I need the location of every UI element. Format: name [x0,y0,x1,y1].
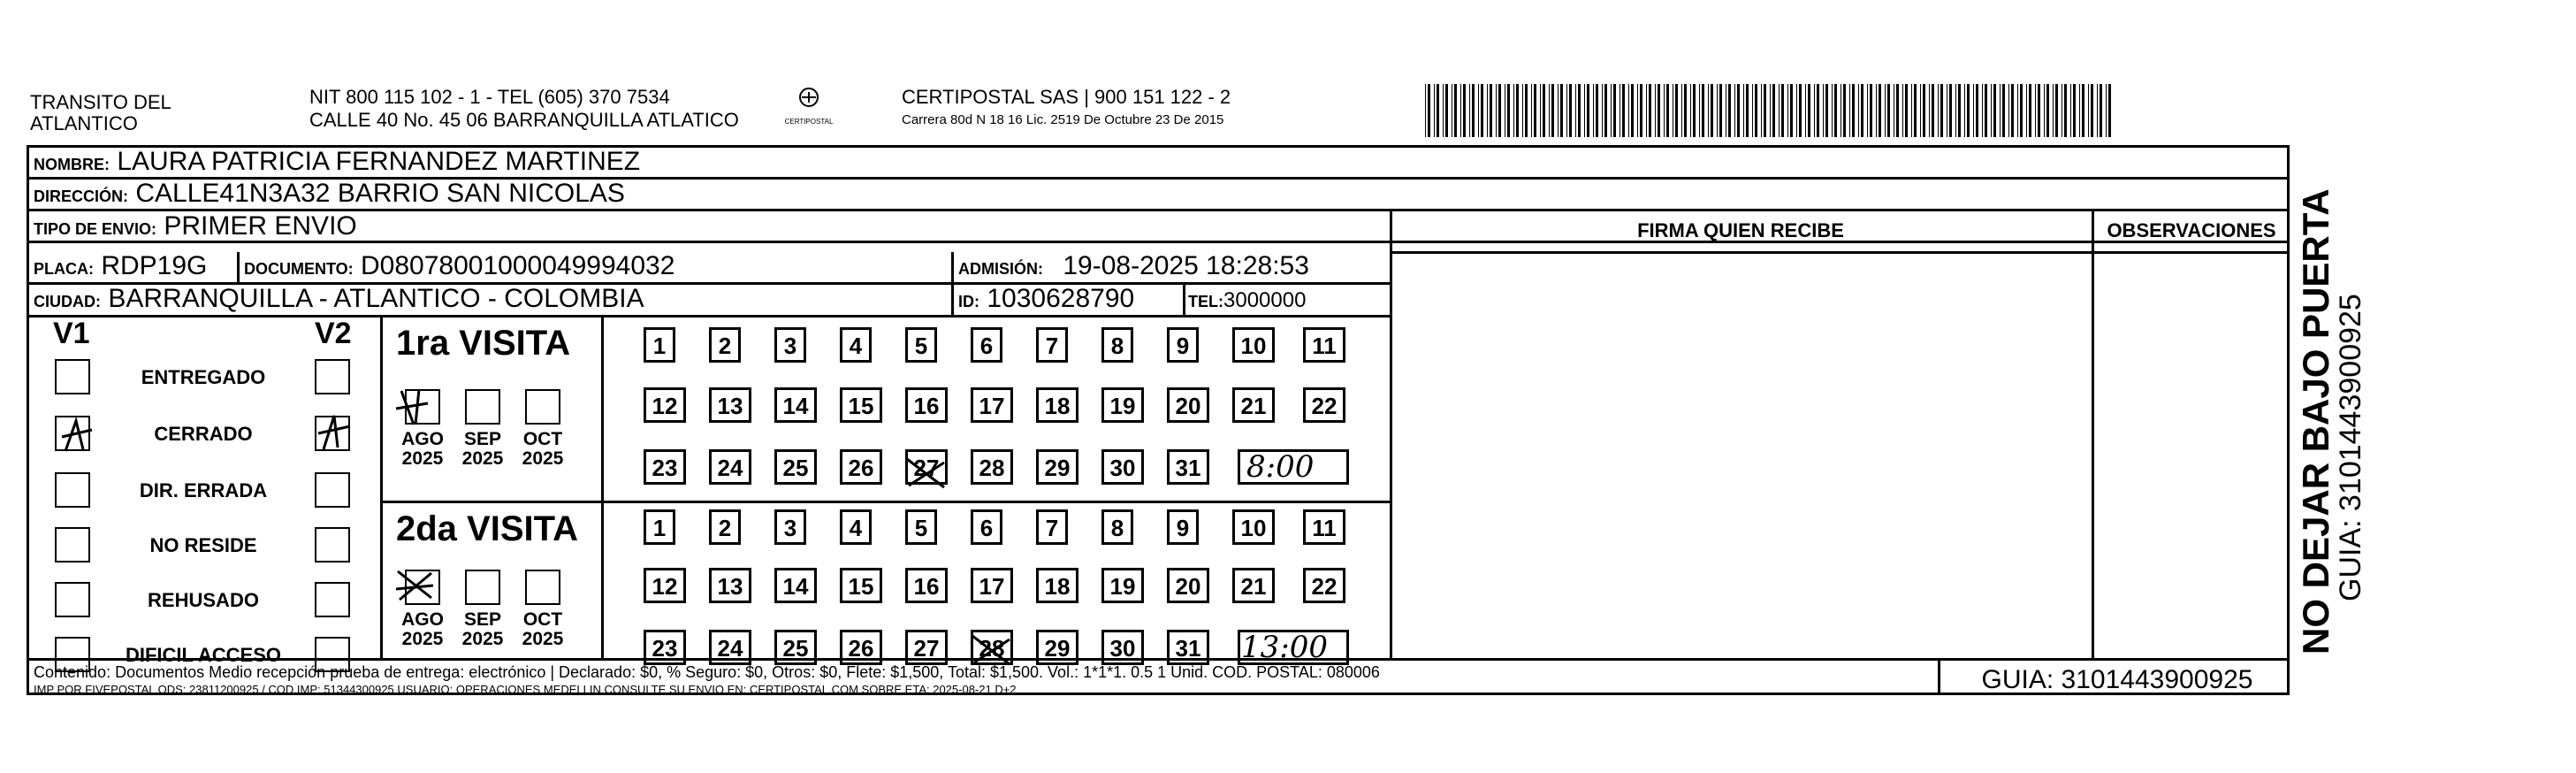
firma-header: FIRMA QUIEN RECIBE [1637,219,1844,241]
barcode-bar [1587,84,1589,137]
status-label: DIFICIL ACCESO [125,644,281,666]
barcode-bar [2002,84,2005,137]
visit2-day-box[interactable]: 23 [644,630,686,665]
barcode-bar [1876,84,1877,137]
visit1-handwritten-time: 8:00 [1246,449,1315,485]
barcode-bar [1602,84,1603,137]
placa-value: RDP19G [101,251,208,280]
barcode-bar [1973,84,1974,137]
tipo-label: TIPO DE ENVIO: [34,220,157,238]
barcode-bar [1490,84,1492,137]
barcode-bar [1843,84,1846,137]
barcode-bar [2106,84,2107,137]
visit1-day-box[interactable]: 2 [709,327,741,363]
barcode-bar [1463,84,1466,137]
month-name: SEP [463,609,502,630]
month-year: 2025 [522,448,564,469]
visit2-month-checkbox[interactable] [465,570,500,605]
visit2-day-box[interactable]: 1 [644,509,675,545]
barcode-bar [1764,84,1766,137]
visit1-day-box[interactable]: 29 [1036,449,1078,485]
barcode [1425,84,2115,137]
visit1-day-box[interactable]: 11 [1303,327,1345,363]
barcode-bar [2055,84,2058,137]
visit2-day-box[interactable]: 16 [905,568,948,603]
barcode-bar [1649,84,1651,137]
tipo-row [34,211,357,244]
barcode-bar [1787,84,1788,137]
barcode-bar [1887,84,1890,137]
barcode-bar [2011,84,2014,137]
barcode-bar [1593,84,1594,137]
barcode-bar [1711,84,1713,137]
visit2-month-checkbox[interactable] [405,570,440,605]
ciudad-row [34,284,644,317]
v2-status-checkbox[interactable] [315,359,350,394]
footer-print-line: IMP POR FIVEPOSTAL ODS: 23811200925 / COD.IMP: 51344300925 USUARIO: OPERACIONES MEDELLIN CONSULTE SU ENVIO EN: CERTIPOSTAL.COM SOBRE ETA: 2025-08-21 D+2 [34,683,1017,696]
barcode-bar [1743,84,1744,137]
barcode-bar [1911,84,1912,137]
barcode-bar [1832,84,1833,137]
visit1-month-label [396,430,449,469]
visit2-day-box[interactable]: 13 [709,568,751,603]
tel-value: 3000000 [1223,288,1307,312]
barcode-bar [1861,84,1863,137]
barcode-bar [2070,84,2071,137]
visit2-day-box[interactable]: 25 [774,630,817,665]
barcode-bar [1902,84,1903,137]
month-name: SEP [463,429,502,449]
barcode-bar [1637,84,1638,137]
visit1-month-label [456,430,509,469]
month-year: 2025 [461,629,504,649]
visit1-title: 1ra VISITA [396,324,571,363]
documento-row [244,251,674,284]
barcode-bar [1923,84,1925,137]
courier-logo [778,85,840,129]
status-label: DIR. ERRADA [139,479,268,501]
direccion-row [34,179,625,211]
barcode-bar [2008,84,2009,137]
v1-status-checkbox[interactable] [55,582,90,617]
svg-text:CERTIPOSTAL: CERTIPOSTAL [784,118,834,126]
barcode-bar [2097,84,2098,137]
visit2-day-box[interactable]: 19 [1101,568,1144,603]
visit1-day-box[interactable]: 30 [1101,449,1144,485]
barcode-bar [1551,84,1554,137]
barcode-bar [1772,84,1775,137]
barcode-bar [1628,84,1629,137]
barcode-bar [1770,84,1771,137]
sender-name-line1: TRANSITO DEL [30,91,171,113]
v1-status-checkbox[interactable] [55,527,90,563]
admision-value: 19-08-2025 18:28:53 [1063,251,1309,280]
barcode-bar [2053,84,2054,137]
visit1-day-box[interactable]: 31 [1167,449,1209,485]
placa-label: PLACA: [34,260,94,278]
side-guia: GUIA: 3101443900925 [2334,294,2367,601]
visit2-day-box[interactable]: 31 [1167,630,1209,665]
barcode-bar [2046,84,2049,137]
barcode-bar [2029,84,2031,137]
barcode-bar [1675,84,1678,137]
visit1-day-box[interactable]: 14 [774,387,817,423]
barcode-bar [1858,84,1859,137]
barcode-bar [1932,84,1934,137]
visit1-day-box[interactable]: 13 [709,387,751,423]
barcode-bar [1955,84,1956,137]
month-name: OCT [522,429,563,449]
barcode-bar [1967,84,1970,137]
barcode-bar [1516,84,1519,137]
visit1-day-box[interactable]: 15 [840,387,882,423]
barcode-bar [1498,84,1501,137]
visit2-day-box[interactable]: 8 [1101,509,1133,545]
barcode-bar [1566,84,1567,137]
barcode-bar [1817,84,1819,137]
visit2-day-box[interactable]: 2 [709,509,741,545]
visit1-month-checkbox[interactable] [465,389,500,425]
barcode-bar [1525,84,1528,137]
barcode-bar [1852,84,1855,137]
barcode-bar [1575,84,1576,137]
direccion-value: CALLE41N3A32 BARRIO SAN NICOLAS [135,179,625,208]
barcode-bar [1991,84,1992,137]
barcode-bar [1799,84,1802,137]
id-label: ID: [958,293,979,310]
barcode-bar [1825,84,1828,137]
visit1-day-box[interactable]: 22 [1303,387,1345,423]
visit2-day-box[interactable]: 29 [1036,630,1078,665]
v2-status-checkbox[interactable] [315,416,350,451]
barcode-bar [1604,84,1607,137]
barcode-bar [1664,84,1665,137]
barcode-bar [1867,84,1868,137]
visit2-day-box[interactable]: 18 [1036,568,1078,603]
visit2-day-box[interactable]: 12 [644,568,686,603]
visit2-day-box[interactable]: 5 [905,509,937,545]
barcode-bar [1507,84,1510,137]
visit2-day-box[interactable]: 26 [840,630,882,665]
barcode-bar [2108,84,2111,137]
barcode-bar [1425,84,1426,137]
footer-guia: GUIA: 3101443900925 [1981,665,2253,694]
admision-label: ADMISIÓN: [958,260,1043,278]
barcode-bar [1779,84,1780,137]
barcode-bar [1513,84,1514,137]
barcode-bar [1681,84,1682,137]
visit2-day-box[interactable]: 11 [1303,509,1345,545]
barcode-bar [1640,84,1642,137]
visit1-day-box[interactable]: 12 [644,387,686,423]
visit2-title: 2da VISITA [396,509,578,548]
nombre-row [34,147,640,180]
visit1-day-box[interactable]: 4 [840,327,872,363]
admision-row [958,251,1309,284]
sender-address: CALLE 40 No. 45 06 BARRANQUILLA ATLATICO [309,109,739,131]
barcode-bar [1478,84,1479,137]
barcode-bar [1719,84,1722,137]
visit2-day-box[interactable]: 6 [971,509,1002,545]
visit1-day-box[interactable]: 5 [905,327,937,363]
barcode-bar [2044,84,2045,137]
barcode-bar [1434,84,1435,137]
v2-status-checkbox[interactable] [315,527,350,563]
id-value: 1030628790 [987,284,1135,313]
month-name: OCT [522,609,563,630]
barcode-bar [1596,84,1598,137]
barcode-bar [2000,84,2001,137]
barcode-bar [1814,84,1815,137]
barcode-bar [1699,84,1700,137]
visit1-day-box[interactable]: 17 [971,387,1013,423]
barcode-bar [1982,84,1983,137]
barcode-bar [1879,84,1881,137]
barcode-bar [1985,84,1987,137]
barcode-bar [2064,84,2067,137]
barcode-bar [1958,84,1961,137]
barcode-bar [1531,84,1532,137]
visit2-month-label [516,610,569,649]
barcode-bar [1728,84,1731,137]
barcode-bar [2091,84,2093,137]
visit1-day-box[interactable]: 10 [1232,327,1275,363]
barcode-bar [1578,84,1581,137]
barcode-bar [1993,84,1996,137]
tel-label: TEL: [1188,293,1223,310]
visit2-day-box[interactable]: 24 [709,630,751,665]
visit1-day-box[interactable]: 7 [1036,327,1068,363]
visit2-day-box[interactable]: 15 [840,568,882,603]
nombre-label: NOMBRE: [34,156,110,173]
barcode-bar [1549,84,1550,137]
v2-status-checkbox[interactable] [315,582,350,617]
tipo-value: PRIMER ENVIO [164,211,357,241]
barcode-bar [2073,84,2076,137]
barcode-bar [1755,84,1757,137]
barcode-bar [1655,84,1656,137]
barcode-bar [1914,84,1917,137]
sender-nit: NIT 800 115 102 - 1 - TEL (605) 370 7534 [309,86,670,108]
barcode-bar [1558,84,1559,137]
barcode-bar [2079,84,2080,137]
visit1-day-box[interactable]: 27 [905,449,948,485]
month-name: AGO [401,609,444,630]
barcode-bar [1708,84,1709,137]
barcode-bar [1849,84,1850,137]
barcode-bar [1522,84,1523,137]
barcode-bar [1658,84,1660,137]
visit2-day-box[interactable]: 27 [905,630,948,665]
visit2-day-box[interactable]: 4 [840,509,872,545]
month-year: 2025 [522,629,564,649]
visit1-day-box[interactable]: 16 [905,387,948,423]
barcode-bar [1690,84,1691,137]
status-label: ENTREGADO [141,366,266,388]
barcode-bar [1805,84,1806,137]
barcode-bar [1443,84,1444,137]
barcode-bar [1496,84,1497,137]
visit1-day-box[interactable]: 9 [1167,327,1199,363]
v2-status-checkbox[interactable] [315,472,350,508]
id-row [958,284,1134,317]
ciudad-value: BARRANQUILLA - ATLANTICO - COLOMBIA [108,284,644,313]
barcode-bar [1428,84,1430,137]
footer-content-line: Contenido: Documentos Medio recepción prueba de entrega: electrónico | Declarado: $0, % Seguro: $0, Otros: $0, Flete: $1,500, Total: $1,500. Vol.: 1*1*1. 0.5 1 Unid. COD. POSTAL: 080006 [34,663,1380,681]
visit1-day-box[interactable]: 24 [709,449,751,485]
visit2-month-label [396,610,449,649]
barcode-bar [1752,84,1753,137]
barcode-bar [1611,84,1612,137]
visit1-day-box[interactable]: 8 [1101,327,1133,363]
nombre-value: LAURA PATRICIA FERNANDEZ MARTINEZ [117,147,641,176]
barcode-bar [1938,84,1939,137]
month-year: 2025 [401,448,444,469]
barcode-bar [1631,84,1634,137]
barcode-bar [2088,84,2089,137]
barcode-bar [1737,84,1740,137]
barcode-bar [1976,84,1978,137]
barcode-bar [1870,84,1872,137]
v1-status-checkbox[interactable] [55,416,90,451]
barcode-bar [1929,84,1930,137]
barcode-bar [1885,84,1886,137]
sender-name-line2: ATLANTICO [30,112,138,134]
barcode-bar [1834,84,1837,137]
visit1-day-box[interactable]: 1 [644,327,675,363]
barcode-bar [1896,84,1899,137]
tel-row [1188,286,1306,317]
visit2-day-box[interactable]: 17 [971,568,1013,603]
barcode-bar [1781,84,1784,137]
barcode-bar [1613,84,1616,137]
visit2-day-box[interactable]: 21 [1232,568,1275,603]
barcode-bar [1540,84,1541,137]
visit2-day-box[interactable]: 22 [1303,568,1345,603]
barcode-bar [2100,84,2102,137]
barcode-bar [2017,84,2018,137]
barcode-bar [1666,84,1669,137]
visit2-day-box[interactable]: 10 [1232,509,1275,545]
barcode-bar [1790,84,1793,137]
barcode-bar [1905,84,1908,137]
month-name: AGO [401,429,444,449]
barcode-bar [2035,84,2036,137]
status-label: NO RESIDE [149,534,257,556]
barcode-bar [1823,84,1824,137]
barcode-bar [1534,84,1536,137]
barcode-bar [1746,84,1749,137]
barcode-bar [1796,84,1797,137]
courier-name: CERTIPOSTAL SAS | 900 151 122 - 2 [902,86,1231,108]
barcode-bar [1460,84,1461,137]
visit1-day-box[interactable]: 3 [774,327,806,363]
barcode-bar [1622,84,1625,137]
month-year: 2025 [401,629,444,649]
visit1-month-checkbox[interactable] [525,389,560,425]
visit1-day-box[interactable]: 18 [1036,387,1078,423]
visit1-day-box[interactable]: 25 [774,449,817,485]
barcode-bar [1761,84,1762,137]
v1-status-checkbox[interactable] [55,359,90,394]
barcode-bar [2026,84,2027,137]
visit1-day-box[interactable]: 19 [1101,387,1144,423]
barcode-bar [2038,84,2040,137]
visit1-day-box[interactable]: 28 [971,449,1013,485]
barcode-bar [1920,84,1921,137]
visit2-day-box[interactable]: 3 [774,509,806,545]
visit2-day-box[interactable]: 14 [774,568,817,603]
barcode-bar [1646,84,1647,137]
v2-header: V2 [315,317,352,350]
visit2-day-box[interactable]: 7 [1036,509,1068,545]
visit2-month-checkbox[interactable] [525,570,560,605]
barcode-bar [1808,84,1810,137]
visit2-handwritten-time: 13:00 [1241,630,1328,665]
barcode-bar [1964,84,1965,137]
month-year: 2025 [461,448,504,469]
barcode-bar [1569,84,1572,137]
visit1-month-label [516,430,569,469]
visit1-day-box[interactable]: 21 [1232,387,1275,423]
visit2-day-box[interactable]: 28 [971,630,1013,665]
visit2-day-box[interactable]: 9 [1167,509,1199,545]
observaciones-header: OBSERVACIONES [2107,219,2276,241]
barcode-bar [1445,84,1448,137]
barcode-bar [1454,84,1457,137]
barcode-bar [1940,84,1943,137]
barcode-bar [1469,84,1470,137]
visit1-month-checkbox[interactable] [405,389,440,425]
barcode-bar [1949,84,1952,137]
visit2-month-label [456,610,509,649]
v1-status-checkbox[interactable] [55,472,90,508]
documento-label: DOCUMENTO: [244,260,354,278]
barcode-bar [1702,84,1704,137]
barcode-bar [1543,84,1545,137]
documento-value: D08078001000049994032 [361,251,675,280]
barcode-bar [1481,84,1483,137]
placa-row [34,251,207,284]
barcode-bar [1487,84,1488,137]
barcode-bar [1717,84,1718,137]
visit1-day-box[interactable]: 6 [971,327,1002,363]
visit1-day-box[interactable]: 23 [644,449,686,485]
courier-license: Carrera 80d N 18 16 Lic. 2519 De Octubre 23 De 2015 [902,112,1224,127]
status-label: REHUSADO [148,589,259,611]
direccion-label: DIRECCIÓN: [34,188,128,205]
visit1-day-box[interactable]: 26 [840,449,882,485]
barcode-bar [1693,84,1696,137]
barcode-bar [1560,84,1563,137]
barcode-bar [1684,84,1687,137]
side-warning: NO DEJAR BAJO PUERTA [2295,188,2336,654]
barcode-bar [1437,84,1439,137]
barcode-bar [1734,84,1735,137]
barcode-bar [2082,84,2084,137]
ciudad-label: CIUDAD: [34,293,101,310]
barcode-bar [2020,84,2023,137]
barcode-bar [1472,84,1475,137]
visit2-day-box[interactable]: 20 [1167,568,1209,603]
v1-header: V1 [53,317,90,350]
visit1-day-box[interactable]: 20 [1167,387,1209,423]
barcode-bar [1584,84,1585,137]
status-label: CERRADO [154,423,253,445]
visit2-day-box[interactable]: 30 [1101,630,1144,665]
